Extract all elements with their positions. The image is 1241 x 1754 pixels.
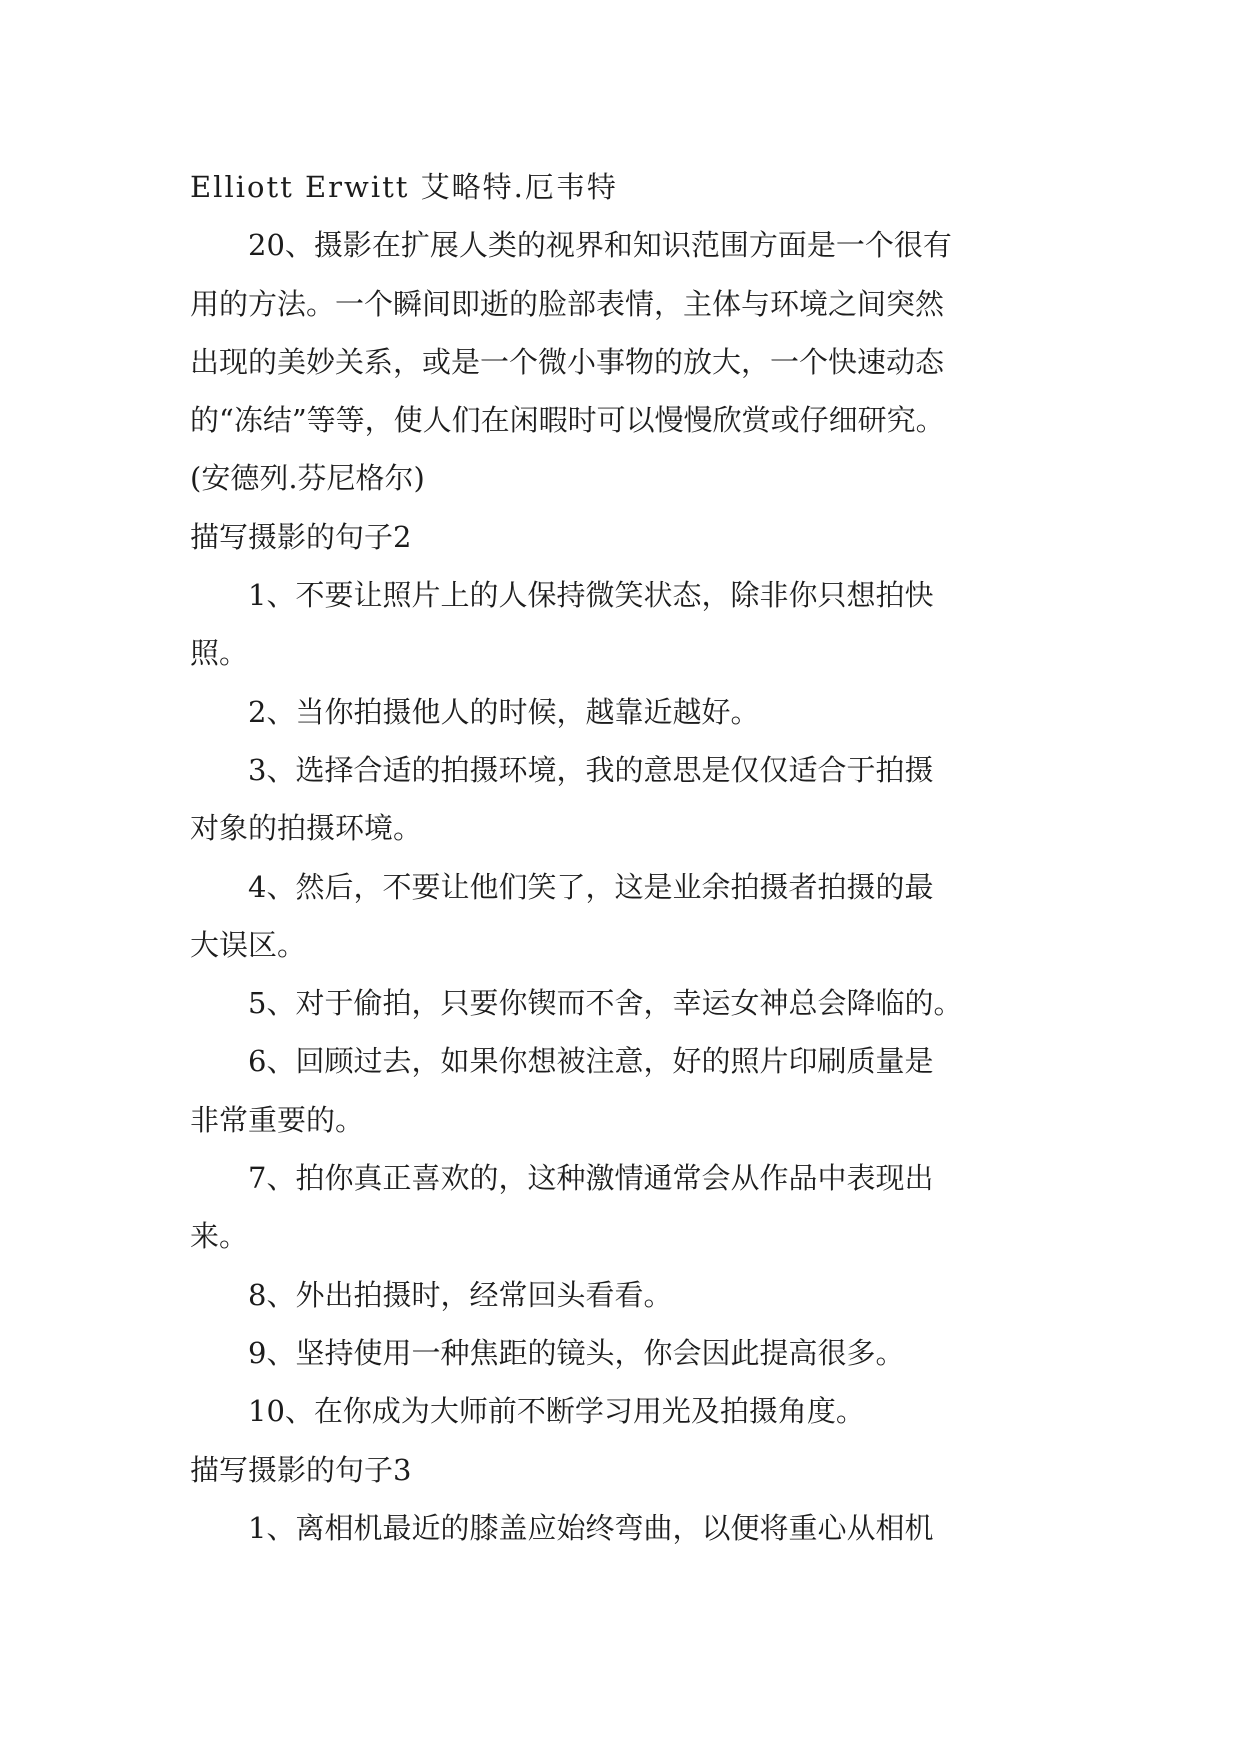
paragraph-line: 2、当你拍摄他人的时候，越靠近越好。 — [248, 694, 760, 729]
section-heading: 描写摄影的句子2 — [190, 519, 412, 554]
paragraph-line: 5、对于偷拍，只要你锲而不舍，幸运女神总会降临的。 — [248, 986, 963, 1021]
paragraph-line: 对象的拍摄环境。 — [190, 811, 423, 846]
document-body — [190, 158, 1060, 1557]
paragraph-line: 3、选择合适的拍摄环境，我的意思是仅仅适合于拍摄 — [248, 752, 934, 787]
paragraph-line: 照。 — [190, 636, 249, 671]
paragraph-line: 8、外出拍摄时，经常回头看看。 — [248, 1277, 673, 1312]
paragraph-line: 7、拍你真正喜欢的，这种激情通常会从作品中表现出 — [248, 1161, 934, 1196]
author-line: Elliott Erwitt 艾略特.厄韦特 — [190, 170, 618, 204]
paragraph-line: 大误区。 — [190, 927, 307, 962]
section-heading: 描写摄影的句子3 — [190, 1452, 412, 1487]
paragraph-line: 的“冻结”等等，使人们在闲暇时可以慢慢欣赏或仔细研究。 — [190, 403, 945, 438]
paragraph-line: 非常重要的。 — [190, 1102, 365, 1137]
paragraph-line: 4、然后，不要让他们笑了，这是业余拍摄者拍摄的最 — [248, 869, 934, 904]
paragraph-line: 1、离相机最近的膝盖应始终弯曲，以便将重心从相机 — [248, 1510, 934, 1545]
paragraph-line: 9、坚持使用一种焦距的镜头，你会因此提高很多。 — [248, 1335, 905, 1370]
paragraph-line: 1、不要让照片上的人保持微笑状态，除非你只想拍快 — [248, 578, 934, 613]
paragraph-line: 20、摄影在扩展人类的视界和知识范围方面是一个很有 — [248, 228, 952, 263]
paragraph-line: 10、在你成为大师前不断学习用光及拍摄角度。 — [248, 1394, 865, 1429]
paragraph-line: 出现的美妙关系，或是一个微小事物的放大，一个快速动态 — [190, 344, 945, 379]
paragraph-line: (安德列.芬尼格尔) — [190, 461, 425, 496]
paragraph-line: 用的方法。一个瞬间即逝的脸部表情，主体与环境之间突然 — [190, 286, 945, 321]
paragraph-line: 6、回顾过去，如果你想被注意，好的照片印刷质量是 — [248, 1044, 934, 1079]
paragraph-line: 来。 — [190, 1219, 249, 1254]
